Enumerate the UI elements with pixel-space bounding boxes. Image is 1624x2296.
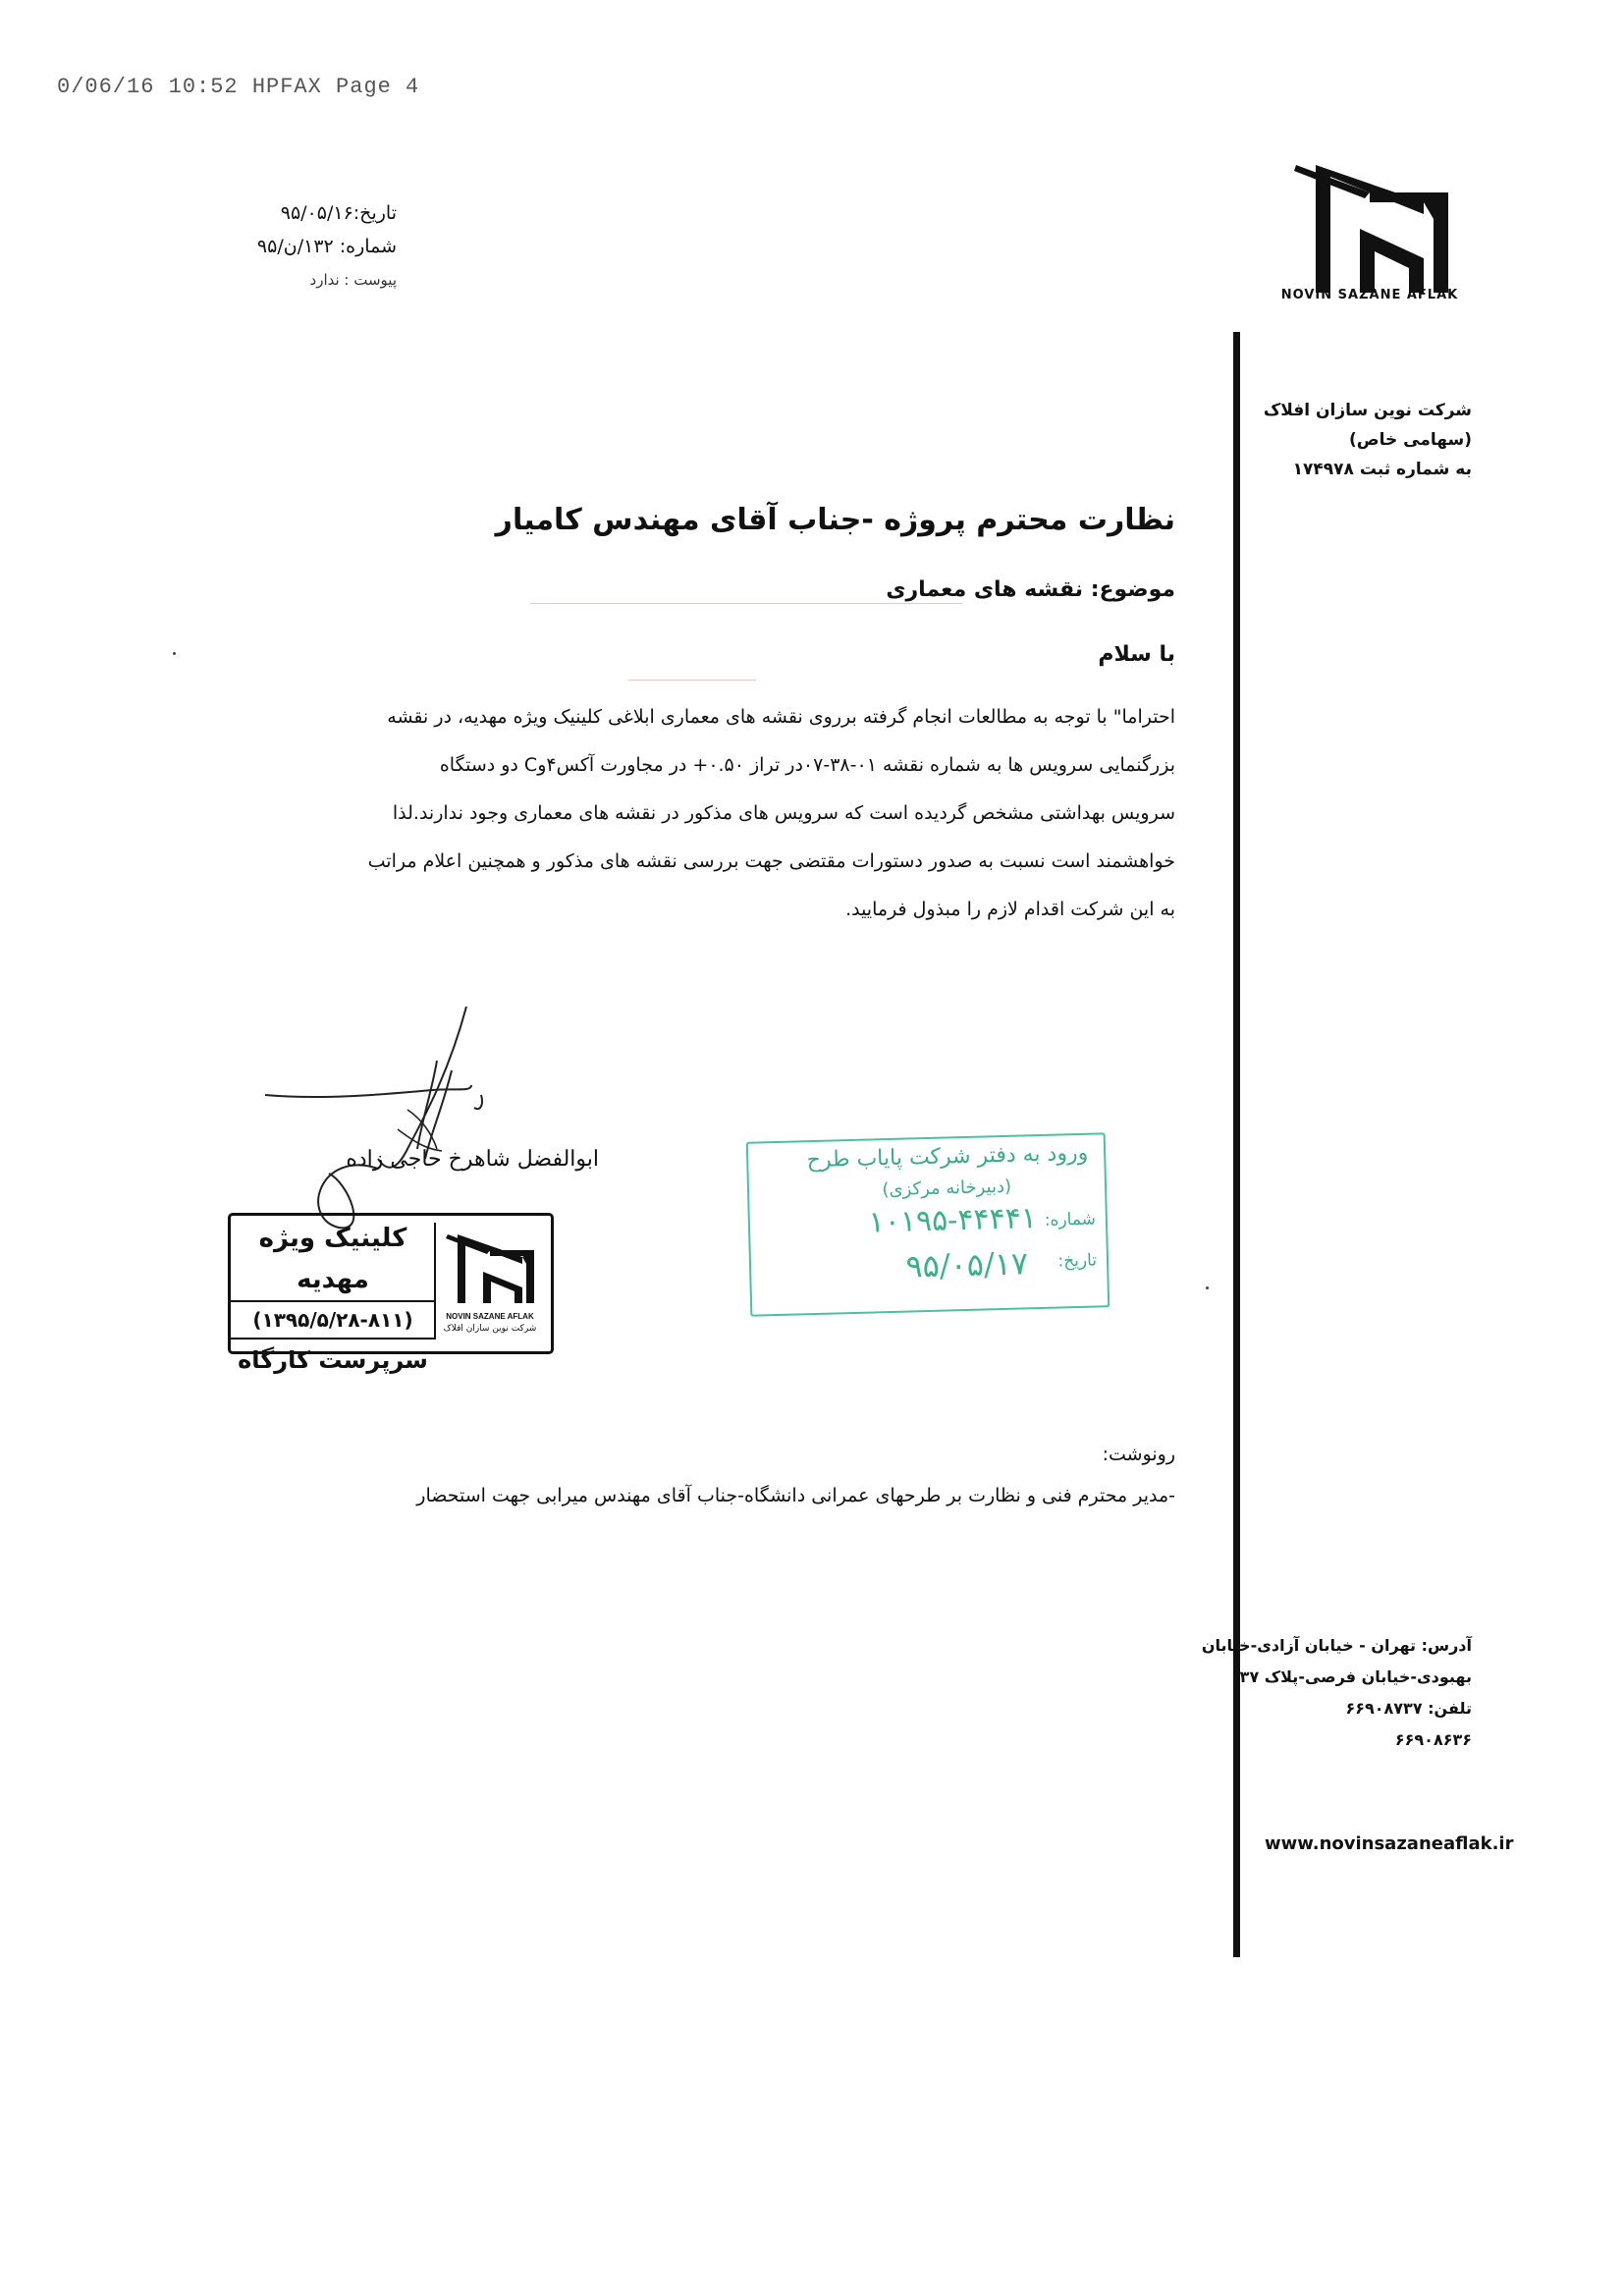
letter-date: تاریخ:۹۵/۰۵/۱۶ xyxy=(280,202,397,224)
clinic-stamp-logo xyxy=(434,1223,544,1339)
clinic-stamp-line1: کلینیک ویژه مهدیه xyxy=(258,1224,407,1294)
letter-body xyxy=(282,693,1175,934)
scan-speck xyxy=(173,652,176,655)
company-name: شرکت نوین سازان افلاک xyxy=(1263,401,1472,420)
address-line: بهبودی-خیابان فرصی-پلاک ۳۷ xyxy=(1239,1667,1472,1686)
cc-text: -مدیر محترم فنی و نظارت بر طرحهای عمرانی دانشگاه-جناب آقای مهندس میرابی جهت استحضار xyxy=(416,1485,1175,1506)
body-line: سرویس بهداشتی مشخص گردیده است که سرویس های مذکور در نقشه های معماری وجود ندارند.لذا xyxy=(392,802,1175,824)
receipt-stamp-subtitle: (دبیرخانه مرکزی) xyxy=(882,1175,1012,1201)
clinic-stamp-logo-persian: شرکت نوین سازان افلاک xyxy=(443,1324,537,1334)
scan-speck xyxy=(1206,1286,1209,1289)
receipt-stamp xyxy=(746,1132,1110,1317)
phone-line: تلفن: ۶۶۹۰۸۷۳۷ xyxy=(1345,1699,1472,1718)
receipt-number-value: ۱۰۱۹۵-۴۴۴۴۱ xyxy=(868,1201,1038,1240)
recipient-line: نظارت محترم پروژه -جناب آقای مهندس کامیار xyxy=(495,503,1175,537)
fax-header: 0/06/16 10:52 HPFAX Page 4 xyxy=(57,75,420,99)
clinic-stamp-logo-caption: NOVIN SAZANE AFLAK xyxy=(446,1312,534,1321)
body-line: خواهشمند است نسبت به صدور دستورات مقتضی جهت بررسی نقشه های مذکور و همچنین اعلام مراتب xyxy=(367,850,1175,872)
body-line: بزرگنمایی سرویس ها به شماره نقشه ۰۱-۳۸-۰۷در تراز ۰.۵۰+ در مجاورت آکس۴وC دو دستگاه xyxy=(439,754,1175,776)
receipt-number-label: شماره: xyxy=(1044,1209,1097,1230)
body-line: به این شرکت اقدام لازم را مبذول فرمایید. xyxy=(845,899,1175,920)
website-url: www.novinsazaneaflak.ir xyxy=(1265,1833,1514,1854)
company-registration: به شماره ثبت ۱۷۴۹۷۸ xyxy=(1292,460,1472,479)
clinic-stamp-text xyxy=(236,1218,430,1381)
receipt-date-label: تاریخ: xyxy=(1057,1250,1098,1272)
clinic-stamp-line3: سرپرست کارگاه xyxy=(238,1346,428,1374)
greeting-underline xyxy=(628,680,756,681)
signer-name: ابوالفضل شاهرخ حاجی زاده xyxy=(346,1147,599,1172)
letter-number: شماره: ۱۳۲/ن/۹۵ xyxy=(256,236,397,257)
company-type: (سهامی خاص) xyxy=(1348,430,1472,450)
cc-label: رونوشت: xyxy=(1102,1444,1175,1465)
address-line: آدرس: تهران - خیابان آزادی-خیابان xyxy=(1201,1636,1472,1655)
body-line: احتراما" با توجه به مطالعات انجام گرفته برروی نقشه های معماری ابلاغی کلینیک ویژه مهدیه، در نقشه xyxy=(387,706,1175,728)
logo-caption: NOVIN SAZANE AFLAK xyxy=(1280,288,1459,302)
greeting: با سلام xyxy=(1098,642,1175,667)
receipt-date-value: ۹۵/۰۵/۱۷ xyxy=(904,1244,1029,1285)
receipt-stamp-title: ورود به دفتر شرکت پایاب طرح xyxy=(806,1140,1089,1174)
letterhead-divider xyxy=(1233,332,1240,1957)
clinic-stamp-line2: (۱۳۹۵/۵/۲۸-۸۱۱) xyxy=(252,1308,413,1332)
company-address xyxy=(1201,1630,1472,1756)
subject-line: موضوع: نقشه های معماری xyxy=(886,577,1175,602)
letter-meta xyxy=(141,196,397,297)
letter-attachment: پیوست : ندارد xyxy=(309,271,397,289)
subject-underline xyxy=(530,603,962,604)
fax-line: ۶۶۹۰۸۶۳۶ xyxy=(1394,1730,1472,1749)
company-info xyxy=(1246,396,1472,484)
